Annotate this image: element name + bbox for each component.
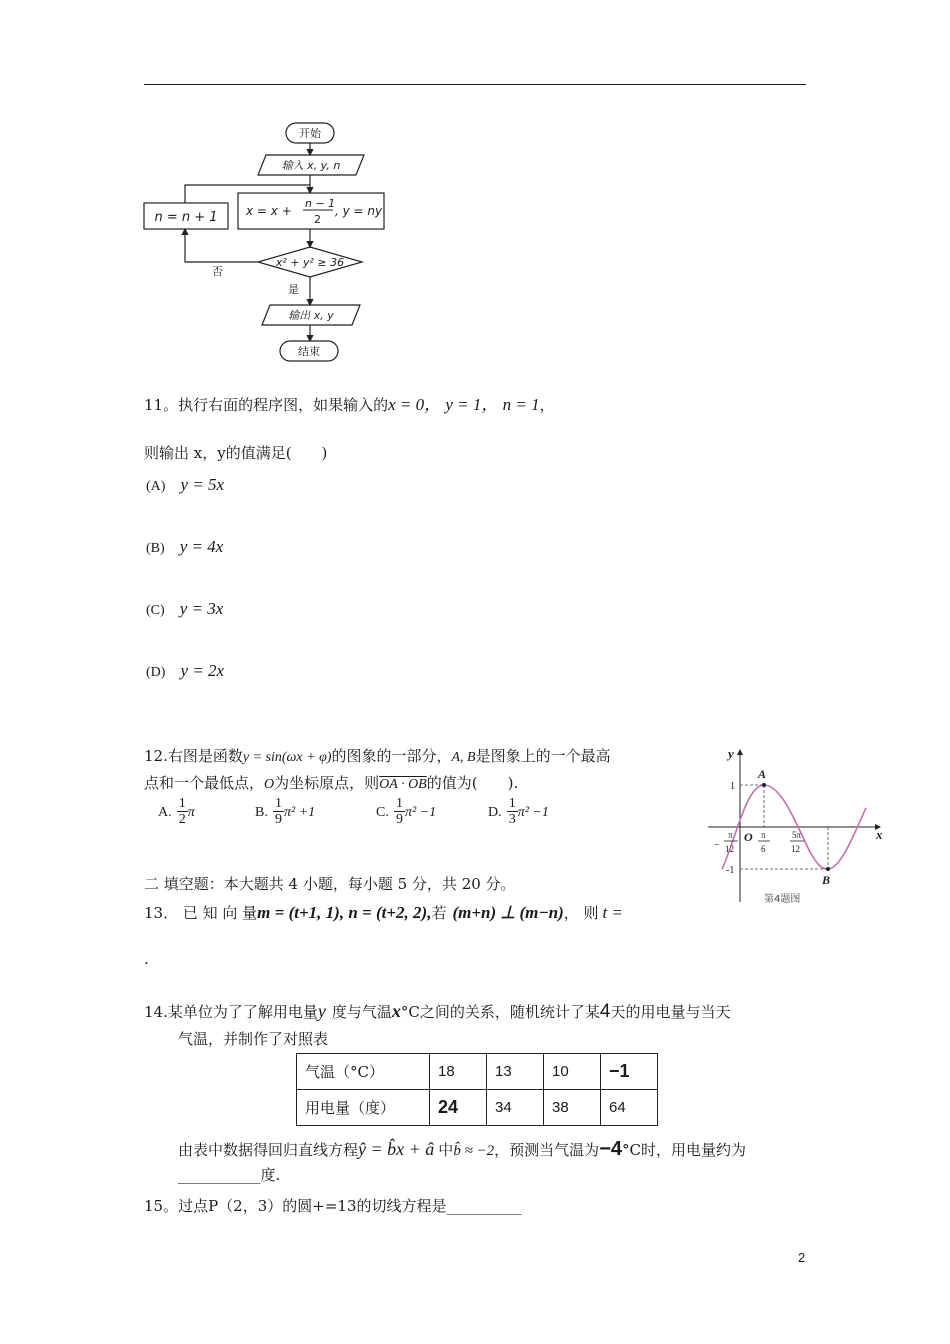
q12-origin: O (264, 777, 275, 792)
tick-2-num: π (761, 830, 766, 840)
update-label-b: , y = ny (335, 204, 383, 218)
table-cell: 18 (430, 1054, 487, 1090)
table-cell: 24 (430, 1090, 487, 1126)
q12-text: 是图象上的一个最高 (475, 747, 611, 765)
option-label: (C) (146, 603, 165, 618)
table-cell: 34 (487, 1090, 544, 1126)
q14-four: 4 (599, 1001, 611, 1022)
q14-line-3 (178, 1138, 746, 1161)
q14-text: 14.某单位为了了解用电量 (144, 1003, 318, 1021)
option-label: (A) (146, 479, 166, 494)
point-b (826, 867, 830, 871)
b-label: B (822, 873, 831, 887)
q12-text: 的图象的一部分， (331, 747, 452, 765)
x-label: x (876, 827, 883, 842)
q14-text: °C时，用电量约为 (622, 1141, 746, 1159)
table-cell: 38 (544, 1090, 601, 1126)
table-cell: 用电量（度） (297, 1090, 430, 1126)
q14-text: 天的用电量与当天 (610, 1003, 731, 1021)
q11-stem-end: ， (539, 396, 555, 414)
q14-line-4: ___________度. (178, 1166, 281, 1184)
q11-cond: x = 0， y = 1， n = 1 (388, 395, 540, 414)
tick-1-num: π (728, 830, 733, 840)
update-frac-num: n − 1 (305, 197, 336, 210)
q14-text: ，预测当气温为 (494, 1141, 600, 1159)
frac-den: 2 (178, 812, 186, 827)
option-tail: π² −1 (404, 805, 437, 820)
q12-line-1 (144, 745, 611, 766)
origin-label: O (744, 830, 753, 844)
graph-caption: 第4题图 (764, 894, 801, 905)
q13-dot: . (144, 950, 149, 968)
option-tail: π² −1 (517, 805, 549, 820)
option-label: (D) (146, 665, 166, 680)
section-2-heading: 二 填空题：本大题共 4 小题，每小题 5 分，共 20 分。 (144, 875, 516, 893)
q11-stem-a: 11。执行右面的程序图，如果输入的 (144, 396, 389, 414)
q11-option-a (146, 475, 224, 495)
tick-3-den: 12 (791, 844, 800, 854)
q13-vectors: m = (t+1, 1), n = (t+2, 2), (257, 903, 432, 922)
tick-neg-one: -1 (726, 865, 735, 876)
start-label: 开始 (299, 127, 321, 140)
frac-num: 1 (274, 796, 282, 811)
update-frac-den: 2 (314, 213, 321, 226)
q12-vector: OA · OB (379, 777, 427, 792)
q14-line-2: 气温，并制作了对照表 (178, 1030, 329, 1048)
q12-func: y = sin(ωx + φ) (242, 750, 332, 765)
q14-text: 由表中数据得回归直线方程 (178, 1141, 359, 1159)
header-rule (144, 84, 806, 85)
q11-option-b (146, 537, 223, 557)
option-tail: π² +1 (283, 805, 316, 820)
q14-temp: −4 (599, 1138, 622, 1160)
q15-line: 15。过点P（2，3）的圆+=13的切线方程是__________ (144, 1197, 522, 1215)
q14-x: x (391, 1001, 401, 1021)
tick-2-den: 6 (761, 844, 766, 854)
q12-line-2 (144, 772, 518, 793)
option-label: B. (255, 805, 268, 820)
input-label: 输入 x, y, n (281, 159, 341, 172)
frac-num: 1 (508, 796, 516, 811)
sine-graph (700, 742, 890, 908)
tick-1-den: 12 (725, 844, 734, 854)
q14-text: 中 (438, 1141, 454, 1159)
condition-label: x² + y² ≥ 36 (275, 256, 345, 269)
q14-b-hat: b̂ ≈ −2 (453, 1143, 495, 1159)
table-cell: 气温（°C） (297, 1054, 430, 1090)
table-row (297, 1090, 658, 1126)
y-label: y (728, 746, 734, 761)
q12-option-d (488, 796, 549, 827)
option-expr: y = 5x (180, 475, 225, 494)
q12-option-b (255, 796, 315, 827)
table-cell: 13 (487, 1054, 544, 1090)
option-expr: y = 3x (179, 599, 224, 618)
output-label: 输出 x, y (288, 309, 334, 322)
q14-regression-eq: ŷ = b̂x + â (358, 1139, 435, 1159)
tick-3-num: 5π (792, 830, 802, 840)
option-expr: y = 2x (180, 661, 225, 680)
q11-option-d (146, 661, 224, 681)
table-row (297, 1054, 658, 1090)
table-cell: 10 (544, 1054, 601, 1090)
q13-text: 13． 已 知 向 量 (144, 904, 258, 922)
frac-num: 1 (395, 796, 403, 811)
frac-den: 9 (395, 812, 403, 827)
q11-option-c (146, 599, 223, 619)
q12-option-c (376, 796, 436, 827)
q14-unit: °C (400, 1003, 420, 1021)
q13-cond: (m+n) ⊥ (m−n) (452, 903, 564, 922)
q13-text: ， 则 (563, 904, 599, 922)
flowchart (130, 115, 390, 365)
point-a (762, 783, 766, 787)
option-label: A. (158, 805, 172, 820)
yes-label: 是 (288, 283, 299, 296)
end-label: 结束 (298, 345, 320, 358)
q14-text: 度与气温 (331, 1003, 392, 1021)
q12-text: 点和一个最低点， (144, 774, 265, 792)
q14-text: 之间的关系，随机统计了某 (419, 1003, 600, 1021)
option-expr: y = 4x (179, 537, 224, 556)
update-label-a: x = x + (246, 204, 292, 218)
no-label: 否 (212, 265, 223, 278)
option-label: (B) (146, 541, 165, 556)
q13-text: 若 (431, 904, 447, 922)
q13-t: t = (602, 903, 623, 922)
q14-line-1 (144, 1001, 730, 1023)
q12-text: 为坐标原点，则 (274, 774, 380, 792)
q13-line (144, 902, 623, 923)
frac-num: 1 (178, 796, 186, 811)
q14-y: y (317, 1001, 326, 1021)
tick-1-sign: − (714, 840, 720, 851)
page-number: 2 (798, 1250, 806, 1265)
frac-den: 9 (274, 812, 282, 827)
table-cell: −1 (601, 1054, 658, 1090)
q12-text: 的值为( ). (426, 774, 519, 792)
increment-label: n = n + 1 (154, 210, 218, 225)
option-tail: π (187, 805, 195, 820)
option-label: D. (488, 805, 502, 820)
tick-one: 1 (730, 781, 735, 792)
q12-ab: A, B (451, 750, 476, 765)
q11-stem (144, 390, 555, 415)
q12-text: 12.右图是函数 (144, 747, 243, 765)
option-label: C. (376, 805, 389, 820)
temperature-usage-table (296, 1053, 658, 1126)
q12-option-a (158, 796, 195, 827)
table-cell: 64 (601, 1090, 658, 1126)
frac-den: 3 (508, 812, 516, 827)
a-label: A (758, 767, 767, 781)
q11-stem-2: 则输出 x，y的值满足( ) (144, 444, 328, 462)
